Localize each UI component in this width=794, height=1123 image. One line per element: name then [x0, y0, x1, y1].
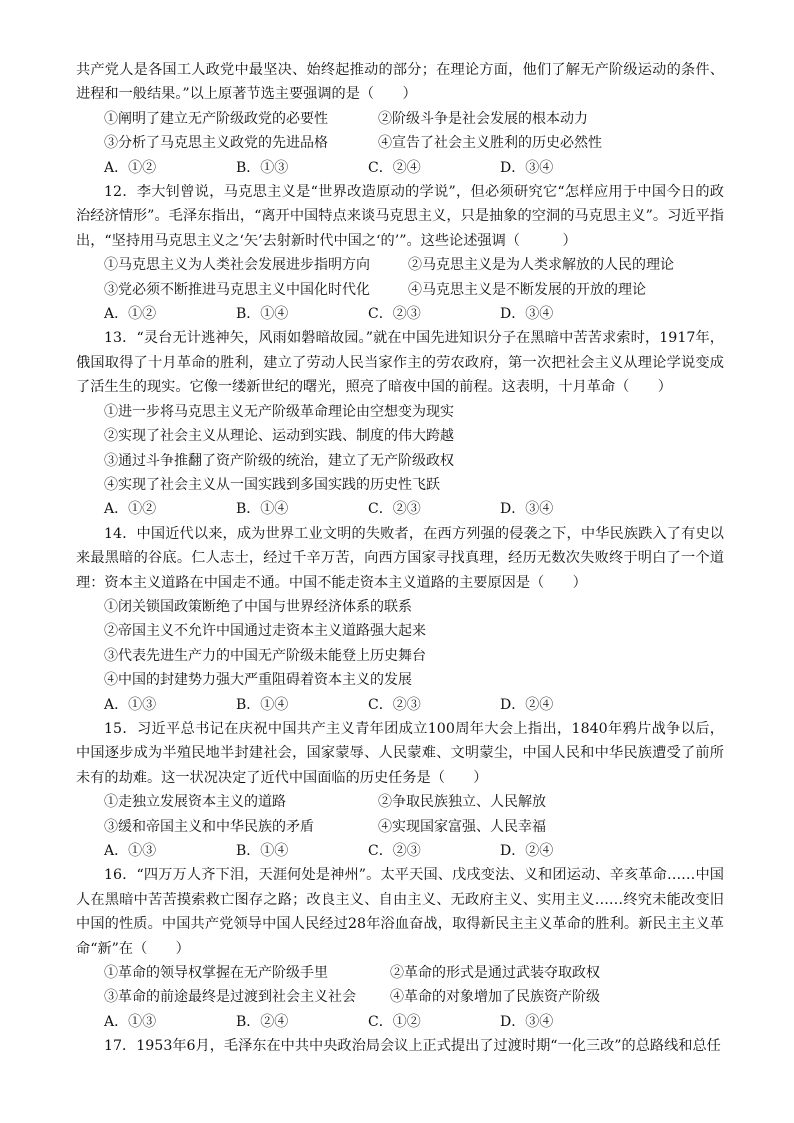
q16-options-row-2 [76, 985, 724, 1009]
q15-answer-c: C．②③ [368, 843, 421, 859]
q16-answer-d: D．③④ [500, 1013, 554, 1030]
q15-option-3: ③缓和帝国主义和中华民族的矛盾 [104, 818, 314, 835]
q11-options-row-1 [76, 107, 724, 131]
q13-option-3: ③通过斗争推翻了资产阶级的统治，建立了无产阶级政权 [104, 452, 454, 469]
q15-option-4: ④实现国家富强、人民幸福 [378, 818, 546, 835]
q12-stem: 12．李大钊曾说，马克思主义是“世界改造原动的学说”，但必须研究它“怎样应用于中国今日的政治经济情形”。毛泽东指出，“离开中国特点来谈马克思主义，只是抽象的空洞的马克思主义”。习近平指出，“坚持用马克思主义之‘矢’去射新时代中国之‘的’”。这些论述强调（ ） [76, 184, 724, 249]
q12-answers [76, 302, 724, 326]
q14-option-1: ①闭关锁国政策断绝了中国与世界经济体系的联系 [104, 598, 412, 615]
q14-stem: 14．中国近代以来，成为世界工业文明的失败者，在西方列强的侵袭之下，中华民族跌入了有史以来最黑暗的谷底。仁人志士，经过千辛万苦，向西方国家寻找真理，经历无数次失败终于明白了一个道理：资本主义道路在中国走不通。中国不能走资本主义道路的主要原因是（ ） [76, 525, 724, 591]
q17-stem: 17．1953年6月，毛泽东在中共中央政治局会议上正式提出了过渡时期“一化三改”的总路线和总任 [104, 1038, 721, 1055]
q13-stem: 13．“灵台无计逃神矢，风雨如磐暗故园。”就在中国先进知识分子在黑暗中苦苦求索时，1917年，俄国取得了十月革命的胜利，建立了劳动人民当家作主的劳农政府，第一次把社会主义从理论学说变成了活生生的现实。它像一缕新世纪的曙光，照亮了暗夜中国的前程。这表明，十月革命（ ） [76, 330, 724, 396]
q13-answer-a: A．①② [104, 501, 157, 518]
q15-answer-a: A．①③ [104, 843, 157, 859]
q11-options-row-2 [76, 131, 724, 155]
q12-answer-d: D．③④ [500, 306, 554, 323]
q13-option-1: ①进一步将马克思主义无产阶级革命理论由空想变为现实 [104, 403, 454, 420]
q12-options-row-1 [76, 253, 724, 277]
q16-option-3: ③革命的前途最终是过渡到社会主义社会 [104, 989, 356, 1006]
q12-option-2: ②马克思主义是为人类求解放的人民的理论 [408, 257, 674, 274]
q14-answer-d: D．②④ [500, 696, 554, 713]
q16-answer-b: B．②④ [236, 1013, 289, 1030]
q16-option-4: ④革命的对象增加了民族资产阶级 [390, 989, 600, 1006]
q15-answers [76, 839, 724, 863]
q14-option-2: ②帝国主义不允许中国通过走资本主义道路强大起来 [104, 623, 426, 640]
q14-option-3: ③代表先进生产力的中国无产阶级未能登上历史舞台 [104, 647, 426, 664]
q15-answer-b: B．①④ [236, 843, 289, 859]
q15-stem: 15．习近平总书记在庆祝中国共产主义青年团成立100周年大会上指出，1840年鸦片战争以后，中国逐步成为半殖民地半封建社会，国家蒙辱、人民蒙难、文明蒙尘，中国人民和中华民族遭受了前所未有的劫难。这一状况决定了近代中国面临的历史任务是（ ） [76, 720, 724, 786]
q13-answer-d: D．③④ [500, 501, 554, 518]
q12-answer-c: C．②③ [368, 306, 421, 323]
q12-answer-b: B．①④ [236, 306, 289, 323]
q15-answer-d: D．②④ [500, 843, 554, 859]
q11-answer-a: A．①② [104, 159, 157, 176]
q16-stem: 16．“四万万人齐下泪，天涯何处是神州”。太平天国、戊戌变法、义和团运动、辛亥革命……中国人在黑暗中苦苦摸索救亡图存之路；改良主义、自由主义、无政府主义、实用主义……终究未能改变旧中国的性质。中国共产党领导中国人民经过28年浴血奋战，取得新民主主义革命的胜利。新民主主义革命“新”在（ ） [76, 867, 724, 957]
q16-option-1: ①革命的领导权掌握在无产阶级手里 [104, 965, 328, 982]
q13-option-2: ②实现了社会主义从理论、运动到实践、制度的伟大跨越 [104, 428, 454, 445]
q12-option-4: ④马克思主义是不断发展的开放的理论 [408, 281, 646, 298]
q12-option-1: ①马克思主义为人类社会发展进步指明方向 [104, 257, 370, 274]
q11-answer-d: D．③④ [500, 159, 554, 176]
q11-stem: 共产党人是各国工人政党中最坚决、始终起推动的部分；在理论方面，他们了解无产阶级运动的条件、进程和一般结果。”以上原著节选主要强调的是（ ） [76, 62, 724, 103]
q16-answers [76, 1010, 724, 1034]
q13-answer-b: B．①④ [236, 501, 289, 518]
q15-option-2: ②争取民族独立、人民解放 [378, 794, 546, 811]
q14-option-4: ④中国的封建势力强大严重阻碍着资本主义的发展 [104, 672, 412, 689]
q15-option-1: ①走独立发展资本主义的道路 [104, 794, 286, 811]
q16-answer-c: C．①② [368, 1013, 421, 1030]
q11-answers [76, 156, 724, 180]
q11-answer-c: C．②④ [368, 159, 421, 176]
q13-answers [76, 497, 724, 521]
q15-options-row-2 [76, 815, 724, 839]
q16-answer-a: A．①③ [104, 1013, 157, 1030]
q15-options-row-1 [76, 790, 724, 814]
q16-option-2: ②革命的形式是通过武装夺取政权 [390, 965, 600, 982]
q12-options-row-2 [76, 278, 724, 302]
q14-answer-c: C．②③ [368, 696, 421, 713]
q11-option-1: ①阐明了建立无产阶级政党的必要性 [104, 110, 328, 127]
q13-answer-c: C．②③ [368, 501, 421, 518]
q12-answer-a: A．①② [104, 306, 157, 323]
q16-options-row-1 [76, 961, 724, 985]
q13-option-4: ④实现了社会主义从一国实践到多国实践的历史性飞跃 [104, 476, 440, 493]
q14-answers [76, 693, 724, 717]
q11-option-3: ③分析了马克思主义政党的先进品格 [104, 135, 328, 152]
q11-option-2: ②阶级斗争是社会发展的根本动力 [378, 110, 588, 127]
q14-answer-b: B．①④ [236, 696, 289, 713]
q12-option-3: ③党必须不断推进马克思主义中国化时代化 [104, 281, 370, 298]
q14-answer-a: A．①③ [104, 696, 157, 713]
q11-option-4: ④宣告了社会主义胜利的历史必然性 [378, 135, 602, 152]
exam-page [76, 58, 724, 1059]
q11-answer-b: B．①③ [236, 159, 289, 176]
